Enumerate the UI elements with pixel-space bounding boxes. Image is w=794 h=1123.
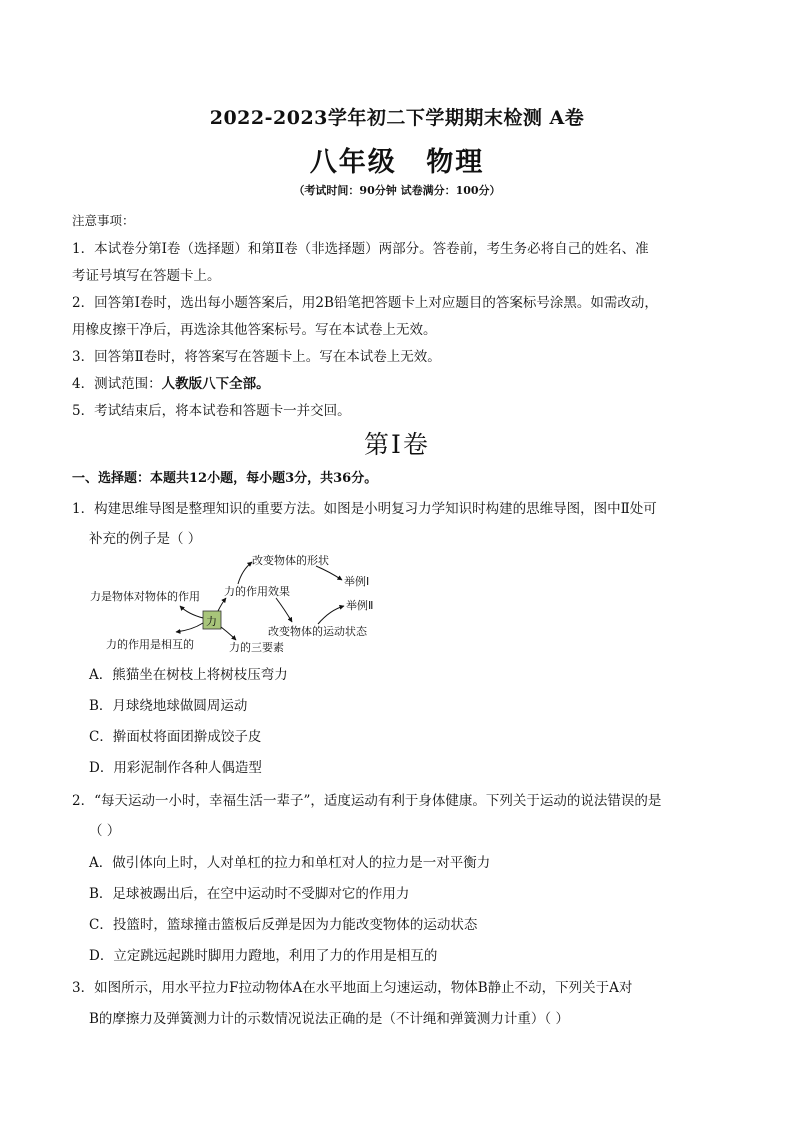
mind-map-motion: 改变物体的运动状态 bbox=[268, 625, 367, 638]
mind-map-elements: 力的三要素 bbox=[229, 641, 284, 654]
note-line-3: 2．回答第Ⅰ卷时，选出每小题答案后，用2B铅笔把答题卡上对应题目的答案标号涂黑。如需改动， bbox=[72, 295, 658, 311]
notes-heading: 注意事项： bbox=[72, 213, 135, 228]
arrow-to-example-2 bbox=[318, 606, 344, 624]
scope-prefix: 4．测试范围： bbox=[72, 376, 162, 392]
arrow-to-left-top bbox=[180, 606, 203, 618]
mind-map-shape: 改变物体的形状 bbox=[252, 554, 329, 567]
scope-value: 人教版八下全部。 bbox=[161, 376, 270, 392]
mind-map-example-2: 举例Ⅱ bbox=[346, 599, 374, 612]
mind-map-center: 力 bbox=[206, 615, 217, 628]
mind-map-diagram bbox=[80, 548, 400, 658]
arrow-to-effect bbox=[218, 598, 226, 611]
q2-option-d: D．立定跳远起跳时脚用力蹬地，利用了力的作用是相互的 bbox=[89, 948, 438, 964]
arrow-to-example-1 bbox=[316, 566, 342, 580]
q2-option-c: C．投篮时，篮球撞击篮板后反弹是因为力能改变物体的运动状态 bbox=[89, 917, 478, 933]
q1-option-a: A．熊猫坐在树枝上将树枝压弯力 bbox=[89, 667, 288, 683]
note-line-1: 1．本试卷分第Ⅰ卷（选择题）和第Ⅱ卷（非选择题）两部分。答卷前，考生务必将自己的姓名、准 bbox=[72, 241, 649, 257]
q1-option-d: D．用彩泥制作各种人偶造型 bbox=[89, 760, 262, 776]
q1-option-b: B．月球绕地球做圆周运动 bbox=[89, 698, 248, 714]
q2-option-b: B．足球被踢出后，在空中运动时不受脚对它的作用力 bbox=[89, 886, 410, 902]
note-line-scope bbox=[72, 372, 270, 392]
mind-map-left-bottom: 力的作用是相互的 bbox=[106, 638, 194, 651]
q3-stem-line-1: 3．如图所示，用水平拉力F拉动物体A在水平地面上匀速运动，物体B静止不动，下列关于A对 bbox=[72, 980, 633, 996]
mind-map-left-top: 力是物体对物体的作用 bbox=[90, 590, 200, 603]
q2-option-a: A．做引体向上时，人对单杠的拉力和单杠对人的拉力是一对平衡力 bbox=[89, 855, 491, 871]
exam-info: （考试时间：90分钟 试卷满分：100分） bbox=[293, 184, 501, 197]
note-line-last: 5．考试结束后，将本试卷和答题卡一并交回。 bbox=[72, 403, 351, 419]
q3-stem-line-2: B的摩擦力及弹簧测力计的示数情况说法正确的是（不计绳和弹簧测力计重）（ ） bbox=[89, 1011, 569, 1027]
q1-option-c: C．擀面杖将面团擀成饺子皮 bbox=[89, 729, 262, 745]
q2-stem-line-2: （ ） bbox=[89, 823, 121, 839]
arrow-to-left-bottom bbox=[176, 623, 203, 632]
part-heading: 一、选择题：本题共12小题，每小题3分，共36分。 bbox=[72, 471, 378, 486]
mind-map-effect: 力的作用效果 bbox=[224, 585, 290, 598]
q1-stem-line-1: 1．构建思维导图是整理知识的重要方法。如图是小明复习力学知识时构建的思维导图，图中Ⅱ处可 bbox=[72, 501, 657, 517]
exam-subject: 八年级 物理 bbox=[309, 147, 485, 178]
q2-stem-line-1: 2．“每天运动一小时，幸福生活一辈子”，适度运动有利于身体健康。下列关于运动的说法错误的是 bbox=[72, 793, 662, 809]
arrow-to-shape bbox=[238, 562, 252, 584]
q1-stem-line-2: 补充的例子是（ ） bbox=[89, 531, 202, 547]
arrow-to-elements bbox=[221, 627, 236, 640]
note-line-2: 考证号填写在答题卡上。 bbox=[72, 268, 221, 284]
note-line-5: 3．回答第Ⅱ卷时，将答案写在答题卡上。写在本试卷上无效。 bbox=[72, 349, 441, 365]
mind-map-example-1: 举例Ⅰ bbox=[344, 575, 370, 588]
arrow-to-motion bbox=[276, 598, 292, 622]
section-title: 第Ⅰ卷 bbox=[364, 430, 430, 459]
exam-title: 2022-2023学年初二下学期期末检测 A卷 bbox=[209, 107, 585, 129]
note-line-4: 用橡皮擦干净后，再选涂其他答案标号。写在本试卷上无效。 bbox=[72, 322, 437, 338]
